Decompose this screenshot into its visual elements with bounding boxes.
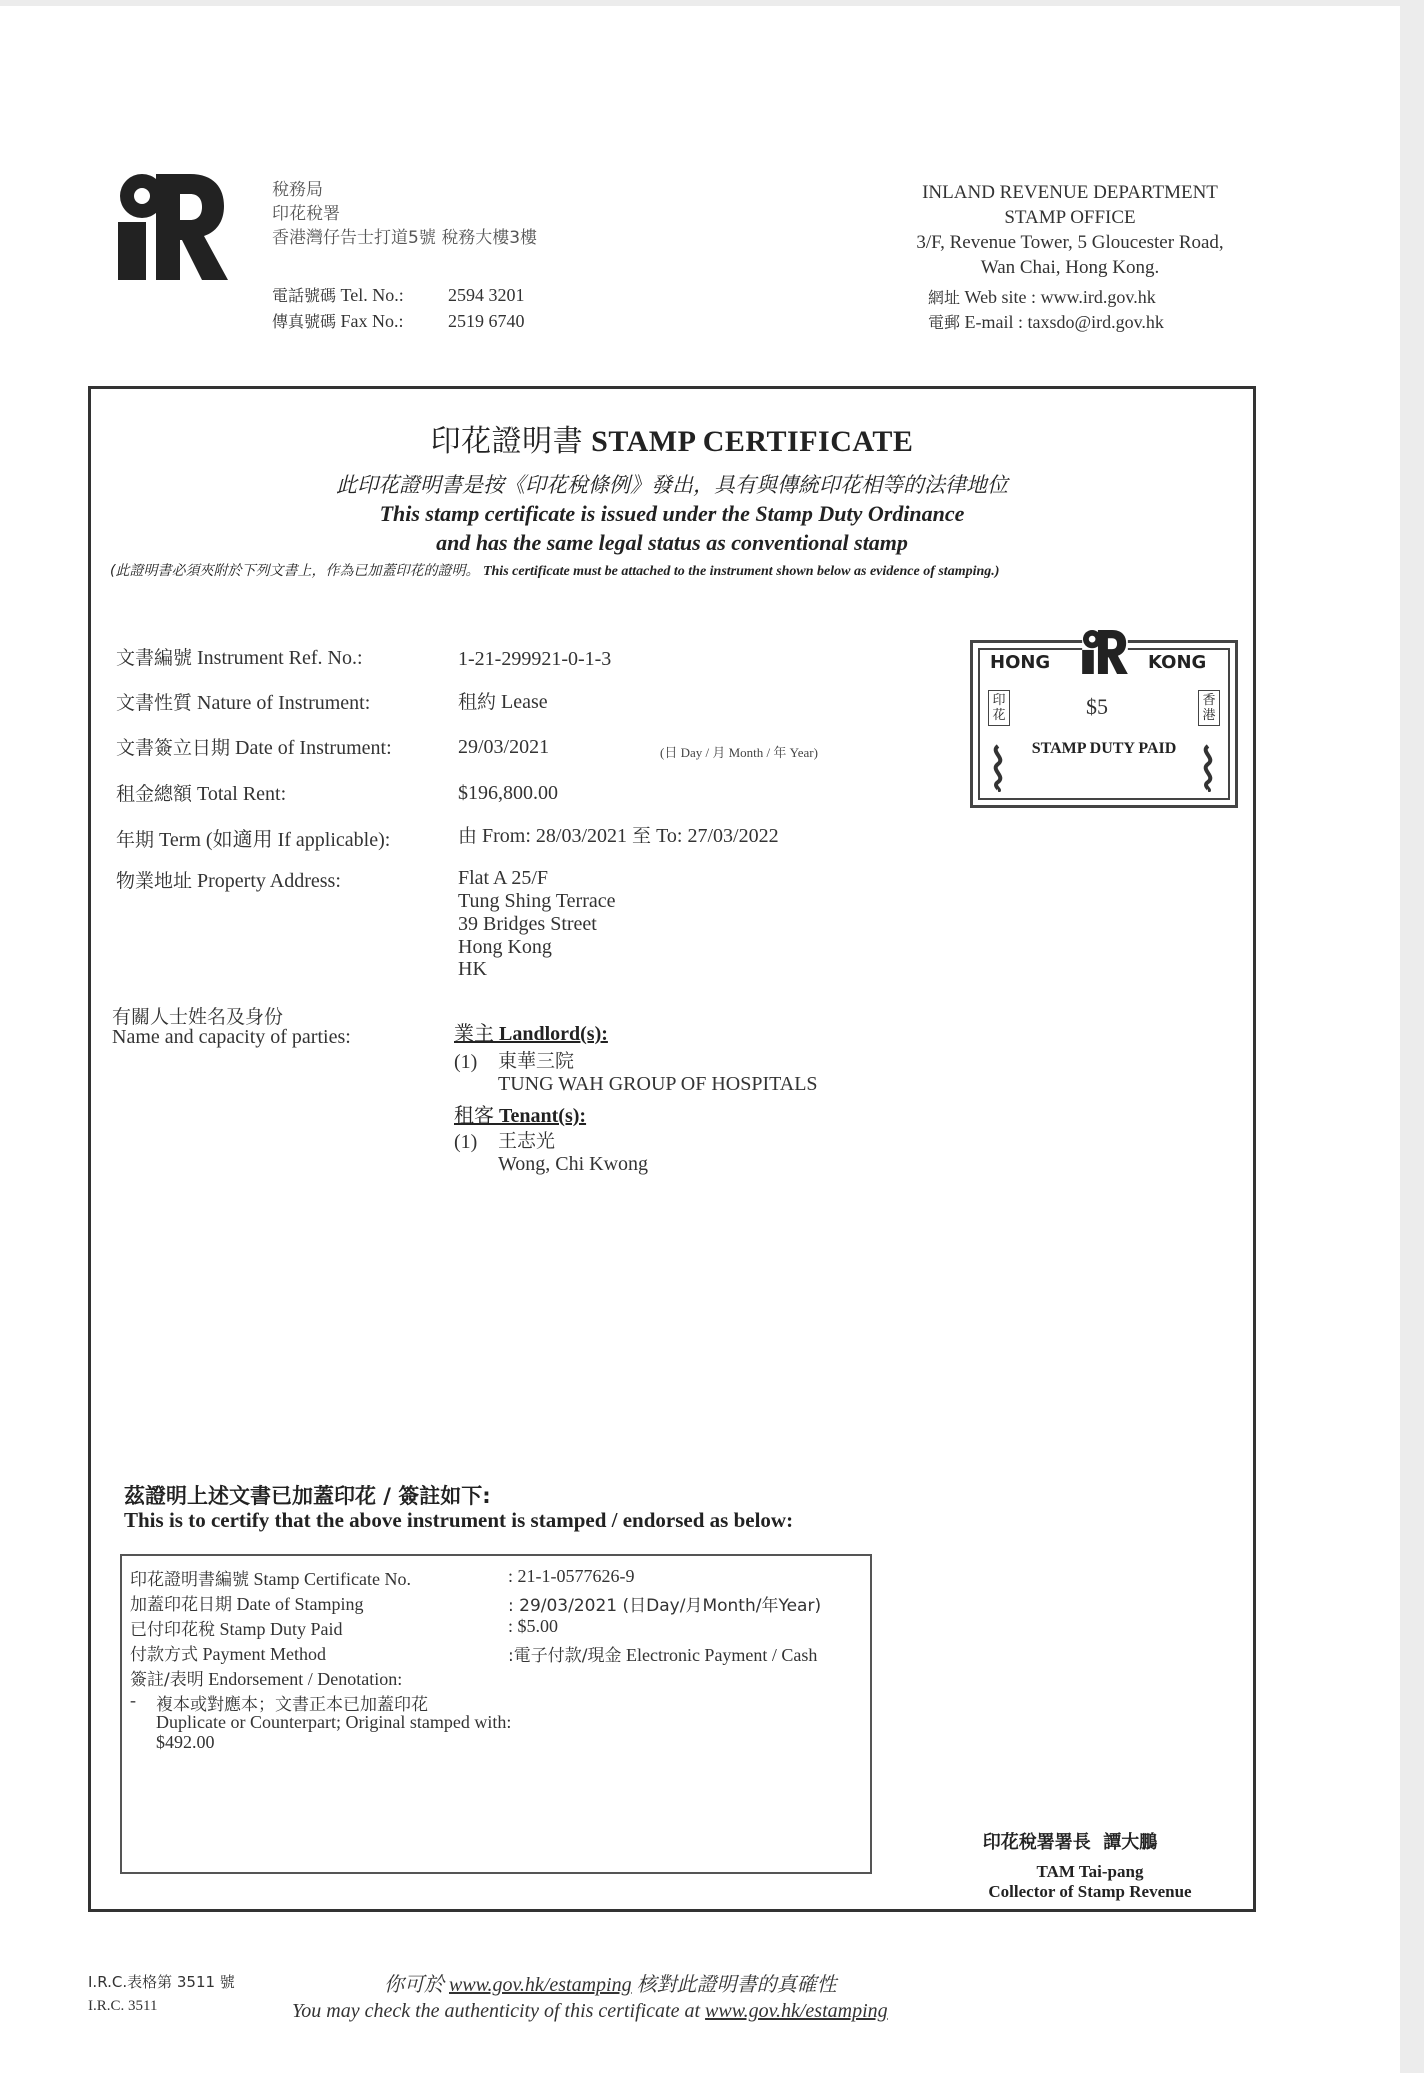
address-line-1: Flat A 25/F — [458, 867, 549, 889]
endorse-line-cn: 複本或對應本；文書正本已加蓋印花 — [156, 1695, 428, 1715]
fax-line: 傳真號碼 Fax No.: — [272, 311, 404, 331]
term-label: 年期 Term (如適用 If applicable): — [116, 829, 391, 851]
signature-title-en: Collector of Stamp Revenue — [988, 1882, 1192, 1901]
office-name-en: STAMP OFFICE — [1004, 207, 1136, 228]
form-number-cn: I.R.C.表格第 3511 號 — [88, 1973, 235, 1991]
stampdate-label: 加蓋印花日期 Date of Stamping — [130, 1594, 364, 1615]
address-line-3: 39 Bridges Street — [458, 913, 597, 935]
address-line-5: HK — [458, 958, 487, 980]
date-format-note: (日 Day / 月 Month / 年 Year) — [660, 745, 818, 760]
address-cn: 香港灣仔告士打道5號 稅務大樓3樓 — [272, 228, 538, 248]
stamp-amount: $5 — [1086, 694, 1108, 719]
term-value: 由 From: 28/03/2021 至 To: 27/03/2022 — [458, 825, 779, 847]
website-link[interactable]: www.ird.gov.hk — [1040, 287, 1156, 307]
certify-statement-cn: 茲證明上述文書已加蓋印花 / 簽註如下: — [124, 1484, 491, 1508]
legal-status-cn: 此印花證明書是按《印花稅條例》發出，具有與傳統印花相等的法律地位 — [336, 473, 1008, 497]
tel-value: 2594 3201 — [448, 285, 525, 305]
certificate-title: 印花證明書 STAMP CERTIFICATE — [430, 424, 914, 459]
stampdate-value: : 29/03/2021 (日Day/月Month/年Year) — [508, 1596, 822, 1616]
tenant-index: (1) — [454, 1131, 478, 1153]
address-en-1: 3/F, Revenue Tower, 5 Gloucester Road, — [916, 232, 1224, 253]
date-label: 文書簽立日期 Date of Instrument: — [116, 737, 392, 759]
attach-notice: (此證明書必須夾附於下列文書上，作為已加蓋印花的證明。 This certificate must be attached to the instrument shown below as evidence of stamping.) — [110, 563, 1000, 579]
paid-value: : $5.00 — [508, 1616, 559, 1636]
address-label: 物業地址 Property Address: — [116, 870, 341, 892]
address-line-4: Hong Kong — [458, 936, 552, 958]
tenant-name-en: Wong, Chi Kwong — [498, 1153, 649, 1175]
legal-status-en-2: and has the same legal status as conventional stamp — [436, 530, 908, 555]
method-label: 付款方式 Payment Method — [130, 1644, 326, 1665]
method-value: :電子付款/現金 Electronic Payment / Cash — [508, 1645, 818, 1666]
nature-value: 租約 Lease — [458, 691, 548, 713]
stamp-left-ornament-icon — [988, 744, 1008, 792]
tenant-name-cn: 王志光 — [498, 1130, 556, 1152]
landlord-index: (1) — [454, 1051, 478, 1073]
stamp-left-chars: 印花 — [988, 690, 1010, 726]
nature-label: 文書性質 Nature of Instrument: — [116, 692, 371, 714]
stamp-caption: STAMP DUTY PAID — [1031, 740, 1177, 757]
endorse-amount: $492.00 — [156, 1732, 215, 1752]
stamp-right-ornament-icon — [1198, 744, 1218, 792]
signature-name-en: TAM Tai-pang — [1036, 1862, 1144, 1881]
endorse-dash: - — [130, 1690, 136, 1710]
verify-line-cn: 你可於 www.gov.hk/estamping 核對此證明書的真確性 — [384, 1972, 837, 1996]
stamp-right-chars: 香港 — [1198, 690, 1220, 726]
dept-name-cn: 稅務局 — [272, 180, 323, 200]
verify-url-link-2[interactable]: www.gov.hk/estamping — [705, 2000, 888, 2022]
certify-statement-en: This is to certify that the above instrument is stamped / endorsed as below: — [124, 1508, 794, 1532]
parties-label-cn: 有關人士姓名及身份 — [112, 1006, 284, 1028]
stamp-hong: HONG — [990, 652, 1051, 673]
parties-label-en: Name and capacity of parties: — [112, 1026, 351, 1048]
stamp-kong: KONG — [1148, 652, 1207, 673]
landlord-name-cn: 東華三院 — [498, 1050, 575, 1072]
document-page — [0, 6, 1400, 2073]
dept-name-en: INLAND REVENUE DEPARTMENT — [922, 182, 1218, 203]
address-en-2: Wan Chai, Hong Kong. — [980, 257, 1160, 278]
website-line: 網址 Web site : www.ird.gov.hk — [928, 287, 1156, 307]
legal-status-en-1: This stamp certificate is issued under the Stamp Duty Ordinance — [379, 501, 965, 526]
date-value: 29/03/2021 — [458, 736, 550, 758]
rent-label: 租金總額 Total Rent: — [116, 783, 287, 805]
certno-label: 印花證明書編號 Stamp Certificate No. — [130, 1569, 411, 1590]
ref-value: 1-21-299921-0-1-3 — [458, 648, 612, 670]
landlord-heading: 業主 Landlord(s): — [454, 1021, 608, 1045]
signature-title-cn: 印花稅署署長 譚大鵬 — [982, 1832, 1158, 1853]
tenant-heading: 租客 Tenant(s): — [454, 1103, 587, 1127]
verify-line-en: You may check the authenticity of this certificate at www.gov.hk/estamping — [292, 2000, 888, 2022]
certno-value: : 21-1-0577626-9 — [508, 1566, 635, 1586]
email-link[interactable]: taxsdo@ird.gov.hk — [1027, 312, 1164, 332]
address-line-2: Tung Shing Terrace — [458, 890, 616, 912]
endorse-label: 簽註/表明 Endorsement / Denotation: — [130, 1669, 403, 1690]
ref-label: 文書編號 Instrument Ref. No.: — [116, 647, 363, 669]
ird-logo — [118, 174, 228, 280]
rent-value: $196,800.00 — [458, 782, 558, 804]
email-line: 電郵 E-mail : taxsdo@ird.gov.hk — [928, 312, 1164, 332]
form-number-en: I.R.C. 3511 — [88, 1998, 158, 2014]
paid-label: 已付印花稅 Stamp Duty Paid — [130, 1619, 343, 1640]
landlord-name-en: TUNG WAH GROUP OF HOSPITALS — [498, 1073, 818, 1095]
office-name-cn: 印花稅署 — [272, 204, 340, 224]
tel-line: 電話號碼 Tel. No.: — [272, 285, 404, 305]
verify-url-link[interactable]: www.gov.hk/estamping — [449, 1974, 632, 1996]
stamp-logo-icon — [1080, 630, 1130, 674]
endorse-line-en: Duplicate or Counterpart; Original stamped with: — [156, 1712, 512, 1732]
fax-value: 2519 6740 — [448, 311, 525, 331]
